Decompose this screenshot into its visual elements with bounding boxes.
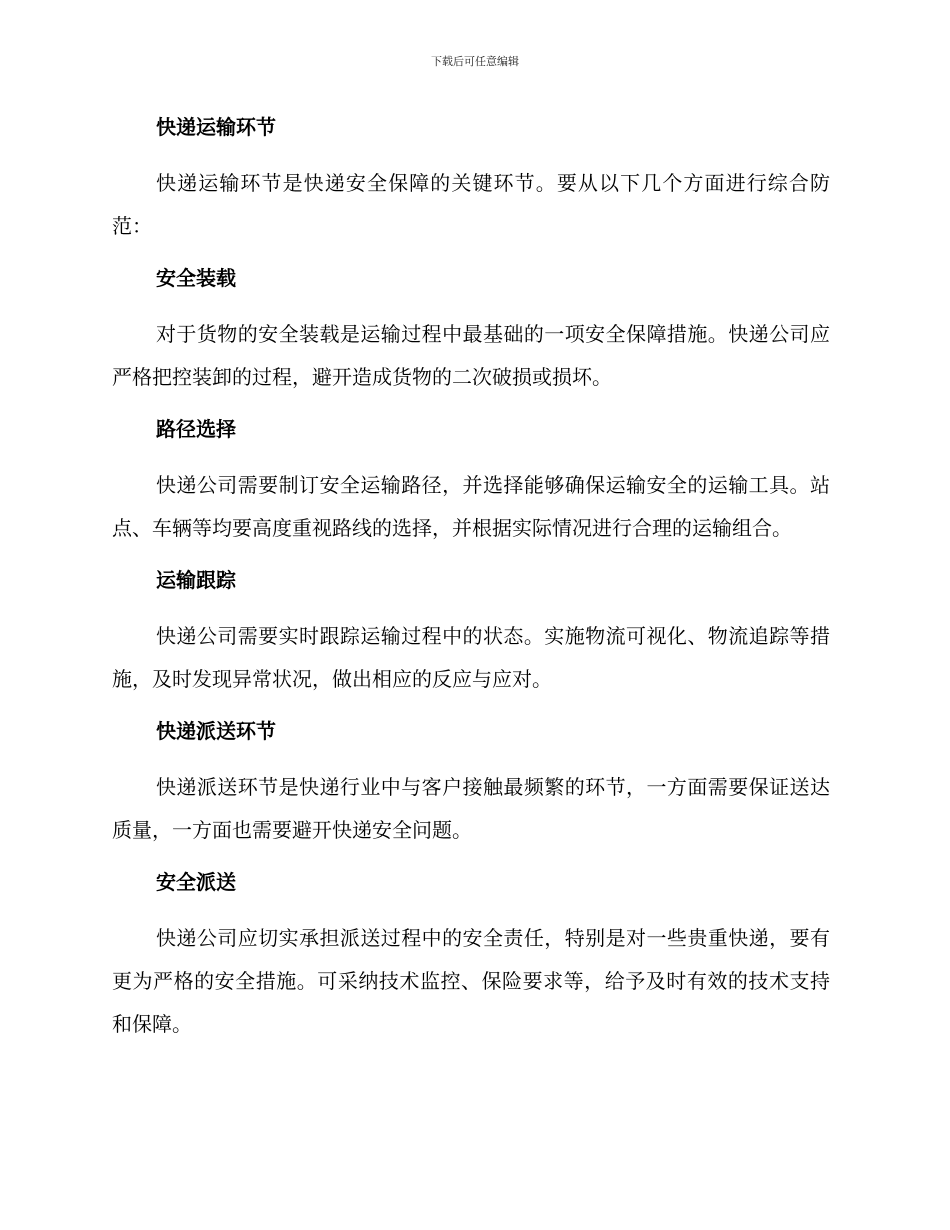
section-heading: 安全派送 xyxy=(156,870,236,894)
section-heading: 运输跟踪 xyxy=(156,568,236,592)
section-paragraph: 快递公司需要制订安全运输路径，并选择能够确保运输安全的运输工具。站点、车辆等均要高度重视路线的选择，并根据实际情况进行合理的运输组合。 xyxy=(112,473,830,540)
header-note: 下载后可任意编辑 xyxy=(431,55,519,68)
section-heading: 快递运输环节 xyxy=(156,115,276,139)
section-heading: 安全装载 xyxy=(156,266,236,290)
section-heading: 路径选择 xyxy=(156,417,236,441)
section-paragraph: 快递派送环节是快递行业中与客户接触最频繁的环节，一方面需要保证送达质量，一方面也需要避开快递安全问题。 xyxy=(112,775,830,842)
section-paragraph: 快递公司应切实承担派送过程中的安全责任，特别是对一些贵重快递，要有更为严格的安全措施。可采纳技术监控、保险要求等，给予及时有效的技术支持和保障。 xyxy=(112,926,830,1036)
section-heading: 快递派送环节 xyxy=(156,719,276,743)
section-paragraph: 快递公司需要实时跟踪运输过程中的状态。实施物流可视化、物流追踪等措施，及时发现异常状况，做出相应的反应与应对。 xyxy=(112,624,830,691)
section-paragraph: 快递运输环节是快递安全保障的关键环节。要从以下几个方面进行综合防范： xyxy=(112,171,830,238)
document-body xyxy=(112,108,830,1046)
section-paragraph: 对于货物的安全装载是运输过程中最基础的一项安全保障措施。快递公司应严格把控装卸的过程，避开造成货物的二次破损或损坏。 xyxy=(112,322,830,389)
